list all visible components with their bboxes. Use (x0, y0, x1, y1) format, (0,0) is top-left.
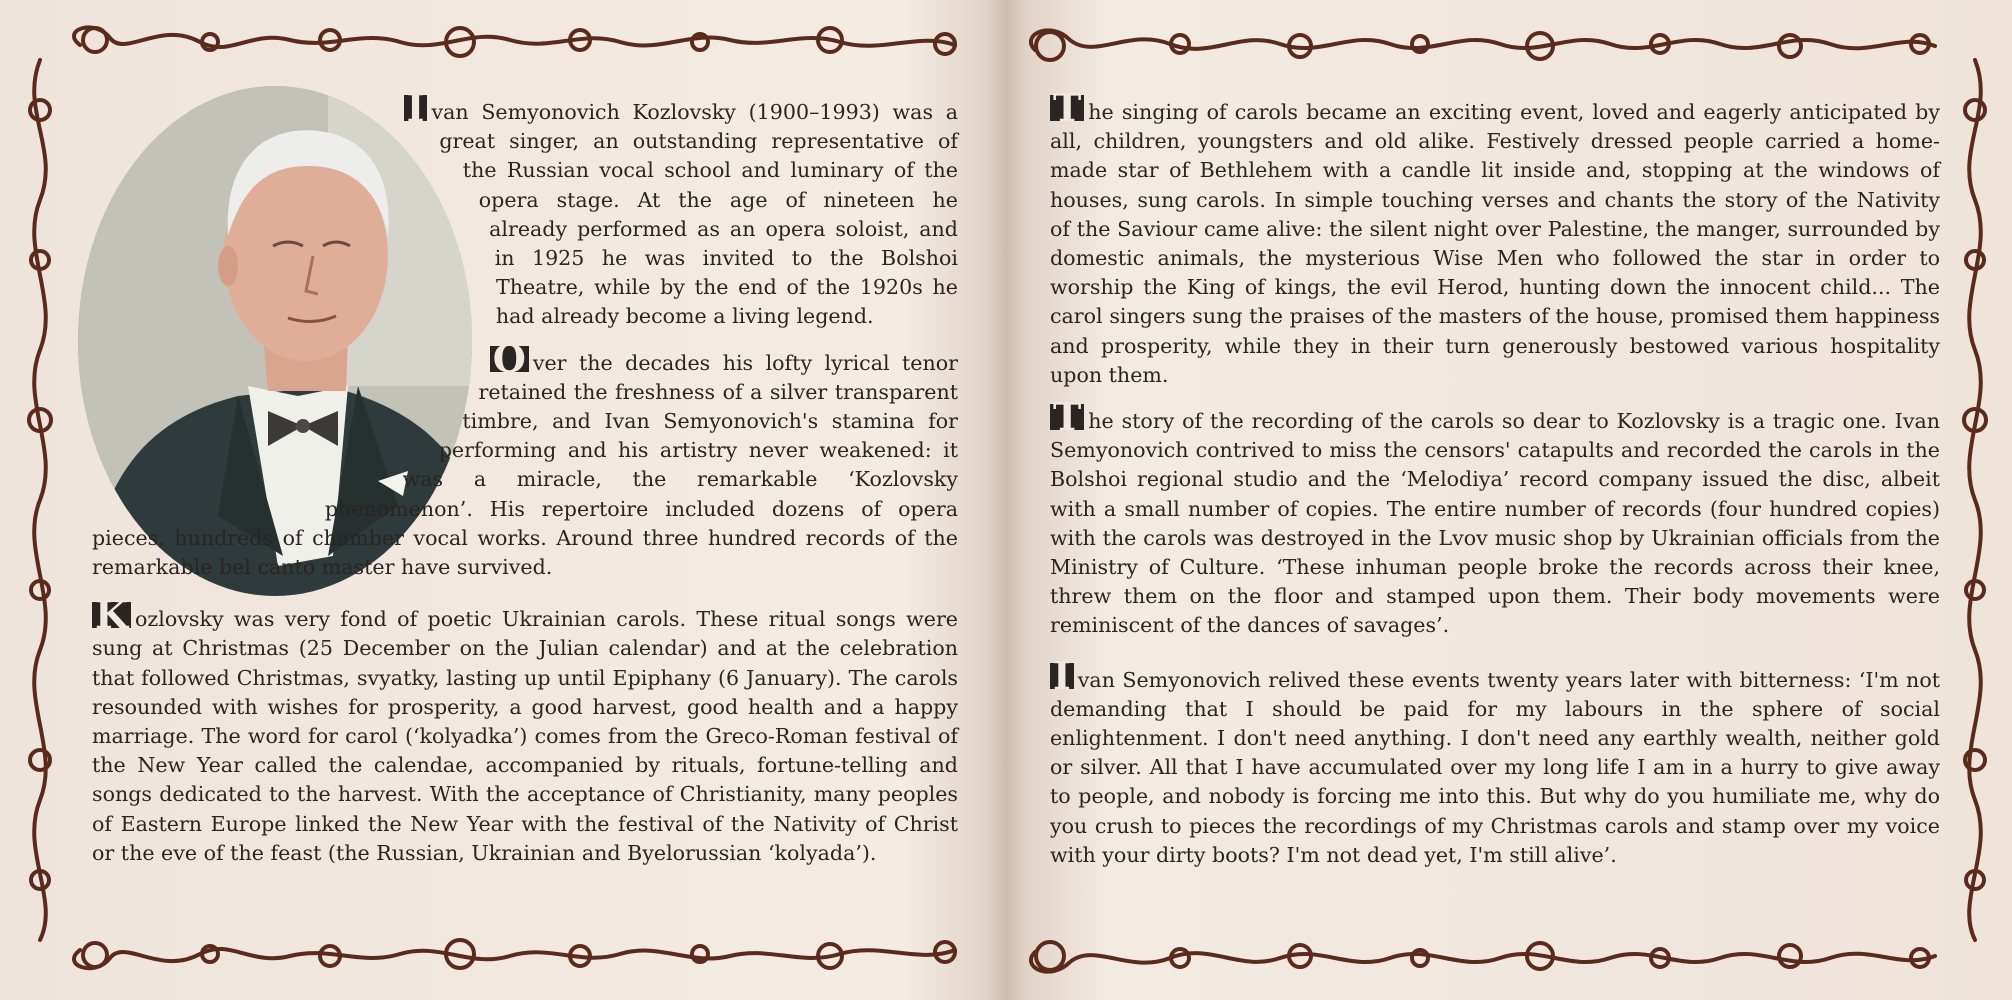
drop-cap: I (404, 95, 428, 121)
drop-cap: T (1050, 95, 1084, 121)
left-page-text (92, 85, 958, 882)
right-page-text (1050, 85, 1940, 884)
paragraph-carols: K ozlovsky was very fond of poetic Ukrainian carols. These ritual songs were sung at Christmas (25 December on the Julian calendar) and at the celebration that followed Christmas, svyatky, lasting up until Epiphany (6 January). The carols resounded with wishes for prosperity, a good harvest, good health and a happy marriage. The word for carol (‘kolyadka’) comes from the Greco-Roman festival of the New Year called the calendae, accompanied by rituals, fortune-telling and songs dedicated to the harvest. With the acceptance of Christianity, many peoples of Eastern Europe linked the New Year with the festival of the Nativity of Christ or the eve of the feast (the Russian, Ukrainian and Byelorussian ‘kolyada’). (92, 592, 958, 865)
paragraph-tenor: O ver the decades his lofty lyrical tenor retained the freshness of a silver transparent timbre, and Ivan Semyonovich's stamina for performing and his artistry never weakened: it was a miracle, the remarkable ‘Kozlovsky phenomenon’. His repertoire included dozens of opera pieces, hundreds of chamber vocal works. Around three hundred records of the remarkable bel canto master have survived. (92, 335, 958, 580)
paragraph-carol-singing: T he singing of carols became an exciting event, loved and eagerly anticipated by all, children, youngsters and old alike. Festively dressed people carried a home-made star of Bethlehem with a candle lit inside and, stopping at the windows of houses, sung carols. In simple touching verses and chants the story of the Nativity of the Saviour came alive: the silent night over Palestine, the manger, surrounded by domestic animals, the mysterious Wise Men who followed the star in order to worship the King of kings, the evil Herod, hunting down the innocent child... The carol singers sung the praises of the masters of the house, promised them happiness and prosperity, while they in their turn generously bestowed various hospitality upon them. (1050, 85, 1940, 387)
drop-cap: I (1050, 663, 1074, 689)
drop-cap: O (490, 346, 529, 372)
portrait-text-wrap (82, 93, 482, 493)
drop-cap: K (92, 602, 131, 628)
paragraph-kozlovsky-bio: I van Semyonovich Kozlovsky (1900–1993) was a great singer, an outstanding representative of the Russian vocal school and luminary of the opera stage. At the age of nineteen he already performed as an opera soloist, and in 1925 he was invited to the Bolshoi Theatre, while by the end of the 1920s he had already become a living legend. (92, 95, 958, 332)
left-page (0, 0, 1000, 1000)
right-page (1000, 0, 2012, 1000)
drop-cap: T (1050, 404, 1084, 430)
paragraph-recording-story: T he story of the recording of the carols so dear to Kozlovsky is a tragic one. Ivan Semyonovich contrived to miss the censors' catapults and recorded the carols in the Bolshoi regional studio and the ‘Melodiya’ record company issued the disc, albeit with a small number of copies. The entire number of records (four hundred copies) with the carols was destroyed in the Lvov music shop by Ukrainian officials from the Ministry of Culture. ‘These inhuman people broke the records across their knee, threw them on the floor and stamped upon them. Their body movements were reminiscent of the dances of savages’. (1050, 394, 1940, 638)
paragraph-bitterness: I van Semyonovich relived these events twenty years later with bitterness: ‘I'm not demanding that I should be paid for my labours in the sphere of social enlightenment. I don't need anything. I don't need any earthly wealth, neither gold or silver. All that I have accumulated over my long life I am in a hurry to give away to people, and nobody is forcing me into this. But why do you humiliate me, why do you crush to pieces the recordings of my Christmas carols and stamp over my voice with your dirty boots? I'm not dead yet, I'm still alive’. (1050, 652, 1940, 867)
